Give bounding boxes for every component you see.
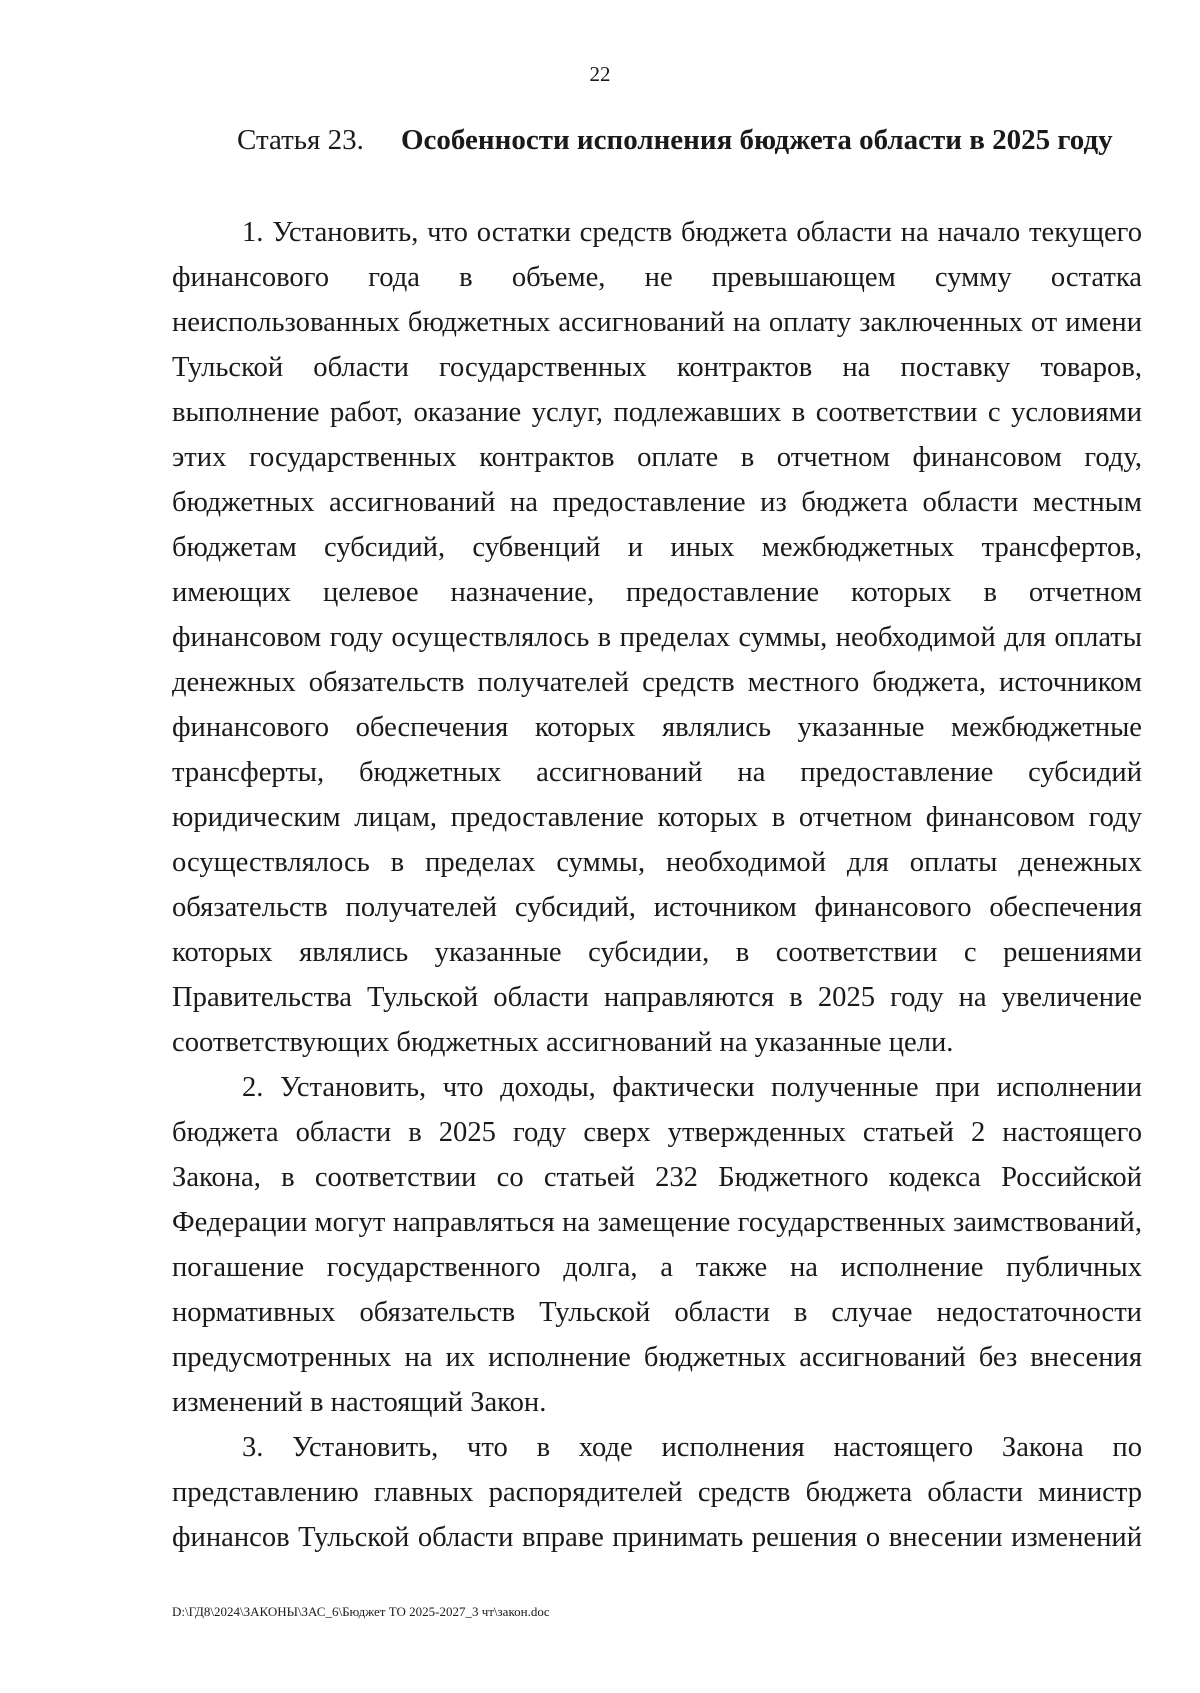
paragraph-3: 3. Установить, что в ходе исполнения настоящего Закона по представлению главных распорядителей средств бюджета области министр финансов Тульской области вправе принимать решения о внесении изменений (172, 1432, 1142, 1553)
article-label: Статья 23. (237, 124, 364, 156)
article-title: Особенности исполнения бюджета области в 2025 году (401, 124, 1113, 156)
article-heading (237, 124, 1137, 157)
paragraph-2: 2. Установить, что доходы, фактически полученные при исполнении бюджета области в 2025 году сверх утвержденных статьей 2 настоящего Закона, в соответствии со статьей 232 Бюджетного кодекса Российской Федерации могут направляться на замещение государственных заимствований, погашение государственного долга, а также на исполнение публичных нормативных обязательств Тульской области в случае недостаточности предусмотренных на их исполнение бюджетных ассигнований без внесения изменений в настоящий Закон. (172, 1072, 1142, 1418)
paragraph-1: 1. Установить, что остатки средств бюджета области на начало текущего финансового года в объеме, не превышающем сумму остатка неиспользованных бюджетных ассигнований на оплату заключенных от имени Тульской области государственных контрактов на поставку товаров, выполнение работ, оказание услуг, подлежавших в соответствии с условиями этих государственных контрактов оплате в отчетном финансовом году, бюджетных ассигнований на предоставление из бюджета области местным бюджетам субсидий, субвенций и иных межбюджетных трансфертов, имеющих целевое назначение, предоставление которых в отчетном финансовом году осуществлялось в пределах суммы, необходимой для оплаты денежных обязательств получателей средств местного бюджета, источником финансового обеспечения которых являлись указанные межбюджетные трансферты, бюджетных ассигнований на предоставление субсидий юридическим лицам, предоставление которых в отчетном финансовом году осуществлялось в пределах суммы, необходимой для оплаты денежных обязательств получателей субсидий, источником финансового обеспечения которых являлись указанные субсидии, в соответствии с решениями Правительства Тульской области направляются в 2025 году на увеличение соответствующих бюджетных ассигнований на указанные цели. (172, 217, 1142, 1058)
footer-file-path: D:\ГД8\2024\ЗАКОНЫ\ЗАС_6\Бюджет ТО 2025-2027_3 чт\закон.doc (172, 1604, 550, 1619)
page-number: 22 (589, 62, 611, 86)
article-body (172, 210, 1142, 1560)
